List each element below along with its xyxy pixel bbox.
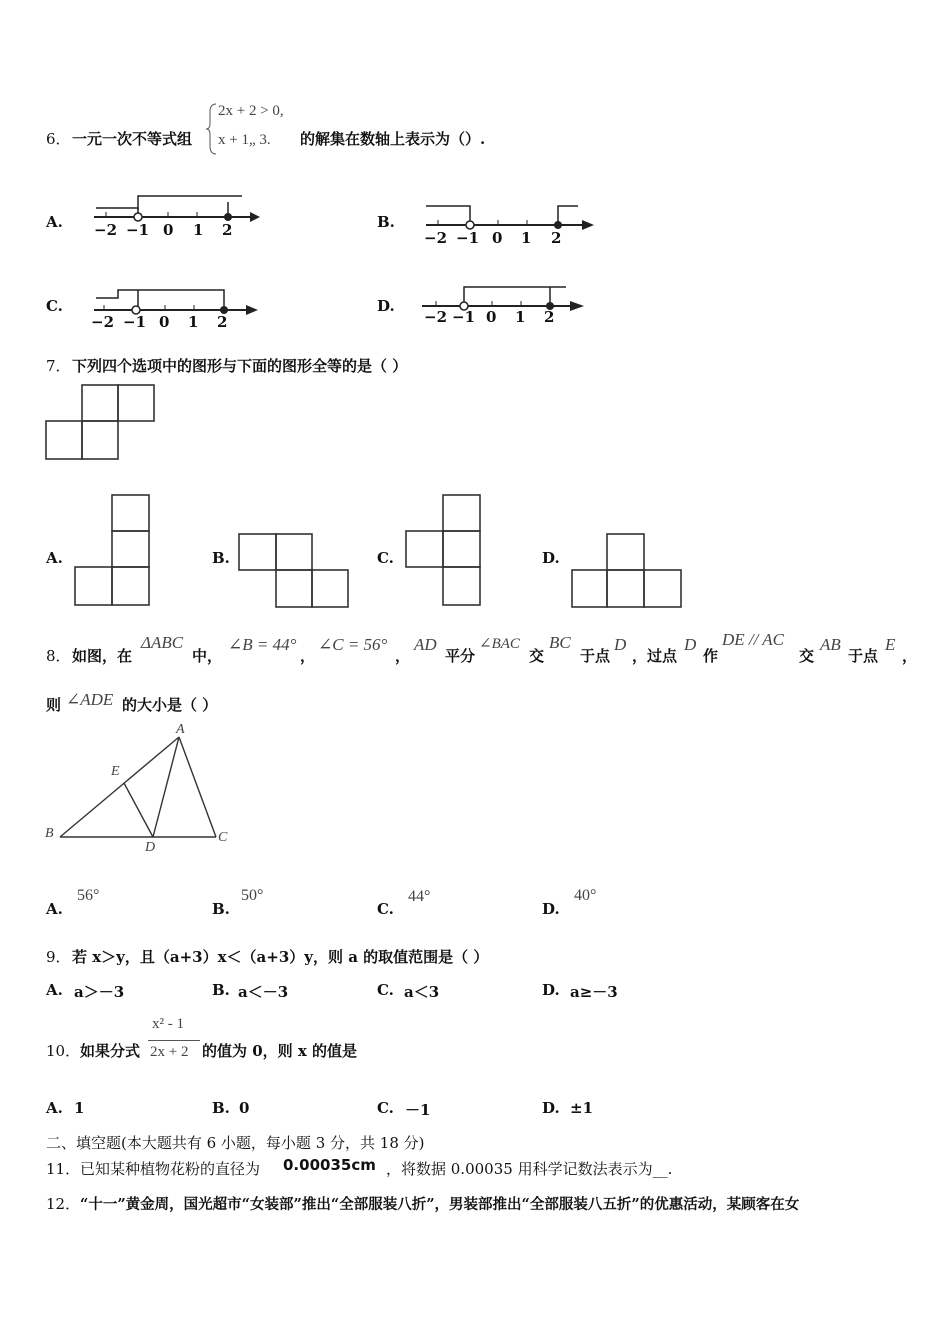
q9-option-d-label: D. (542, 981, 560, 999)
q8-label-b: B (45, 826, 54, 841)
q8-text-3: ， (300, 647, 316, 665)
q11-value: 0.00035cm (283, 1156, 376, 1174)
q8-math-de-parallel-ac: DE // AC (722, 630, 785, 649)
q10-option-b-value[interactable]: 0 (239, 1099, 250, 1117)
q6-a-tick-m1: −1 (126, 221, 150, 239)
q6-option-b-label: B. (377, 213, 395, 231)
q6-d-tick-m2: −2 (424, 308, 448, 326)
q8-math-angle-bac: ∠BAC (479, 636, 520, 652)
q6-c-tick-1: 1 (188, 313, 199, 331)
q10-option-d-label: D. (542, 1099, 560, 1117)
section-2-heading: 二、填空题(本大题共有 6 小题，每小题 3 分，共 18 分) (46, 1134, 425, 1152)
q6-a-tick-2: 2 (222, 221, 233, 239)
q8-label-a: A (176, 722, 185, 737)
q6-d-tick-m1: −1 (452, 308, 476, 326)
q8-number: 8． (46, 647, 71, 665)
q10-option-b-label: B. (212, 1099, 230, 1117)
q7-reference-figure (45, 384, 160, 464)
q6-c-tick-m2: −2 (91, 313, 115, 331)
q8-label-c: C (218, 830, 228, 845)
q6-c-tick-2: 2 (217, 313, 228, 331)
q6-option-c-numberline[interactable] (88, 280, 268, 324)
q8-math-angle-c: ∠C = 56° (318, 635, 388, 654)
q9-option-b-label: B. (212, 981, 230, 999)
q10-option-c-label: C. (377, 1099, 394, 1117)
q7-option-c-figure[interactable] (403, 493, 485, 609)
q6-option-d-label: D. (377, 297, 395, 315)
q7-text: 下列四个选项中的图形与下面的图形全等的是（ ） (72, 357, 408, 375)
q9-number: 9． (46, 948, 71, 966)
q7-number: 7． (46, 357, 71, 375)
q9-option-a-label: A. (46, 981, 63, 999)
q7-option-d-label: D. (542, 549, 560, 567)
q7-option-b-figure[interactable] (236, 532, 352, 610)
q10-text-after: 的值为 0，则 x 的值是 (202, 1042, 358, 1060)
q6-a-tick-0: 0 (163, 221, 174, 239)
q8-math-d2: D (684, 635, 697, 654)
q8-text-1: 如图，在 (72, 647, 133, 665)
q7-option-a-figure[interactable] (72, 493, 154, 609)
q12-text: “十一”黄金周，国光超市“女装部”推出“全部服装八折”，男装部推出“全部服装八五折”的优惠活动，某顾客在女 (80, 1196, 800, 1213)
q10-option-c-value[interactable]: －1 (405, 1101, 431, 1119)
q8-option-d-label: D. (542, 900, 560, 918)
q8-math-abc: ΔABC (141, 633, 184, 652)
q6-b-tick-m1: −1 (456, 229, 480, 247)
q6-b-tick-m2: −2 (424, 229, 448, 247)
q6-b-tick-1: 1 (521, 229, 532, 247)
q6-d-tick-1: 1 (515, 308, 526, 326)
q6-b-tick-0: 0 (492, 229, 503, 247)
q8-label-d: D (145, 840, 156, 855)
q11-number: 11． (46, 1160, 81, 1178)
q8-label-e: E (111, 764, 120, 779)
q8-option-a-value[interactable]: 56° (77, 887, 100, 904)
q8-line2-b: 的大小是（ ） (122, 696, 218, 714)
q11-text-2: ，将数据 0.00035 用科学记数法表示为__. (386, 1160, 673, 1178)
q6-a-tick-m2: −2 (94, 221, 118, 239)
q8-option-b-value[interactable]: 50° (241, 887, 264, 904)
q10-option-d-value[interactable]: ±1 (570, 1099, 594, 1117)
q9-option-a-value[interactable]: a＞－3 (74, 983, 125, 1001)
q6-text-after: 的解集在数轴上表示为（）. (300, 130, 486, 148)
q10-number: 10． (46, 1042, 81, 1060)
q8-text-6: 交 (529, 647, 545, 665)
q6-d-tick-2: 2 (544, 308, 555, 326)
q9-option-c-value[interactable]: a＜3 (404, 983, 440, 1001)
q7-option-b-label: B. (212, 549, 230, 567)
q8-option-c-value[interactable]: 44° (408, 888, 431, 905)
q8-math-angle-b: ∠B = 44° (228, 635, 297, 654)
q8-math-ab: AB (820, 635, 841, 654)
q7-option-a-label: A. (46, 549, 63, 567)
q10-option-a-label: A. (46, 1099, 63, 1117)
q6-option-a-label: A. (46, 213, 63, 231)
q6-c-tick-m1: −1 (123, 313, 147, 331)
q10-denominator: 2x + 2 (150, 1044, 189, 1060)
q12-number: 12． (46, 1195, 81, 1213)
q6-d-tick-0: 0 (486, 308, 497, 326)
q10-fraction-bar (148, 1040, 200, 1041)
q8-option-a-label: A. (46, 900, 63, 918)
q8-math-bc: BC (549, 633, 571, 652)
q6-a-tick-1: 1 (193, 221, 204, 239)
q6-number: 6． (46, 130, 71, 148)
q6-system-line2: x + 1„ 3. (218, 132, 271, 148)
q8-math-ad: AD (414, 635, 437, 654)
q8-math-angle-ade: ∠ADE (66, 690, 114, 709)
q8-text-11: 于点 (848, 647, 879, 665)
q6-text-before: 一元一次不等式组 (72, 130, 193, 148)
q8-text-5: 平分 (445, 647, 476, 665)
q9-option-c-label: C. (377, 981, 394, 999)
q6-b-tick-2: 2 (551, 229, 562, 247)
q11-text-1: 已知某种植物花粉的直径为 (80, 1160, 261, 1178)
q6-c-tick-0: 0 (159, 313, 170, 331)
q8-option-d-value[interactable]: 40° (574, 887, 597, 904)
q7-option-d-figure[interactable] (570, 532, 686, 610)
brace-icon (206, 102, 218, 156)
q8-text-4: ， (395, 647, 411, 665)
q7-option-c-label: C. (377, 549, 394, 567)
q6-system-line1: 2x + 2 > 0, (218, 103, 284, 119)
q8-line2-a: 则 (46, 696, 62, 714)
q6-option-c-label: C. (46, 297, 63, 315)
q10-option-a-value[interactable]: 1 (74, 1099, 85, 1117)
q9-option-d-value[interactable]: a≥－3 (570, 983, 618, 1001)
q9-text: 若 x＞y，且（a+3）x＜（a+3）y，则 a 的取值范围是（ ） (72, 948, 489, 966)
q8-option-b-label: B. (212, 900, 230, 918)
q8-text-2: 中， (192, 647, 223, 665)
q8-triangle-figure (44, 722, 244, 862)
q8-text-10: 交 (799, 647, 815, 665)
q8-option-c-label: C. (377, 900, 394, 918)
q9-option-b-value[interactable]: a＜－3 (238, 983, 289, 1001)
q8-text-7: 于点 (580, 647, 611, 665)
q8-text-8: ，过点 (632, 647, 678, 665)
q8-text-9: 作 (703, 647, 719, 665)
q8-text-12: ， (902, 647, 918, 665)
q10-numerator: x² - 1 (152, 1016, 184, 1032)
q10-text-before: 如果分式 (80, 1042, 141, 1060)
q8-math-e: E (885, 635, 896, 654)
q8-math-d: D (614, 635, 627, 654)
